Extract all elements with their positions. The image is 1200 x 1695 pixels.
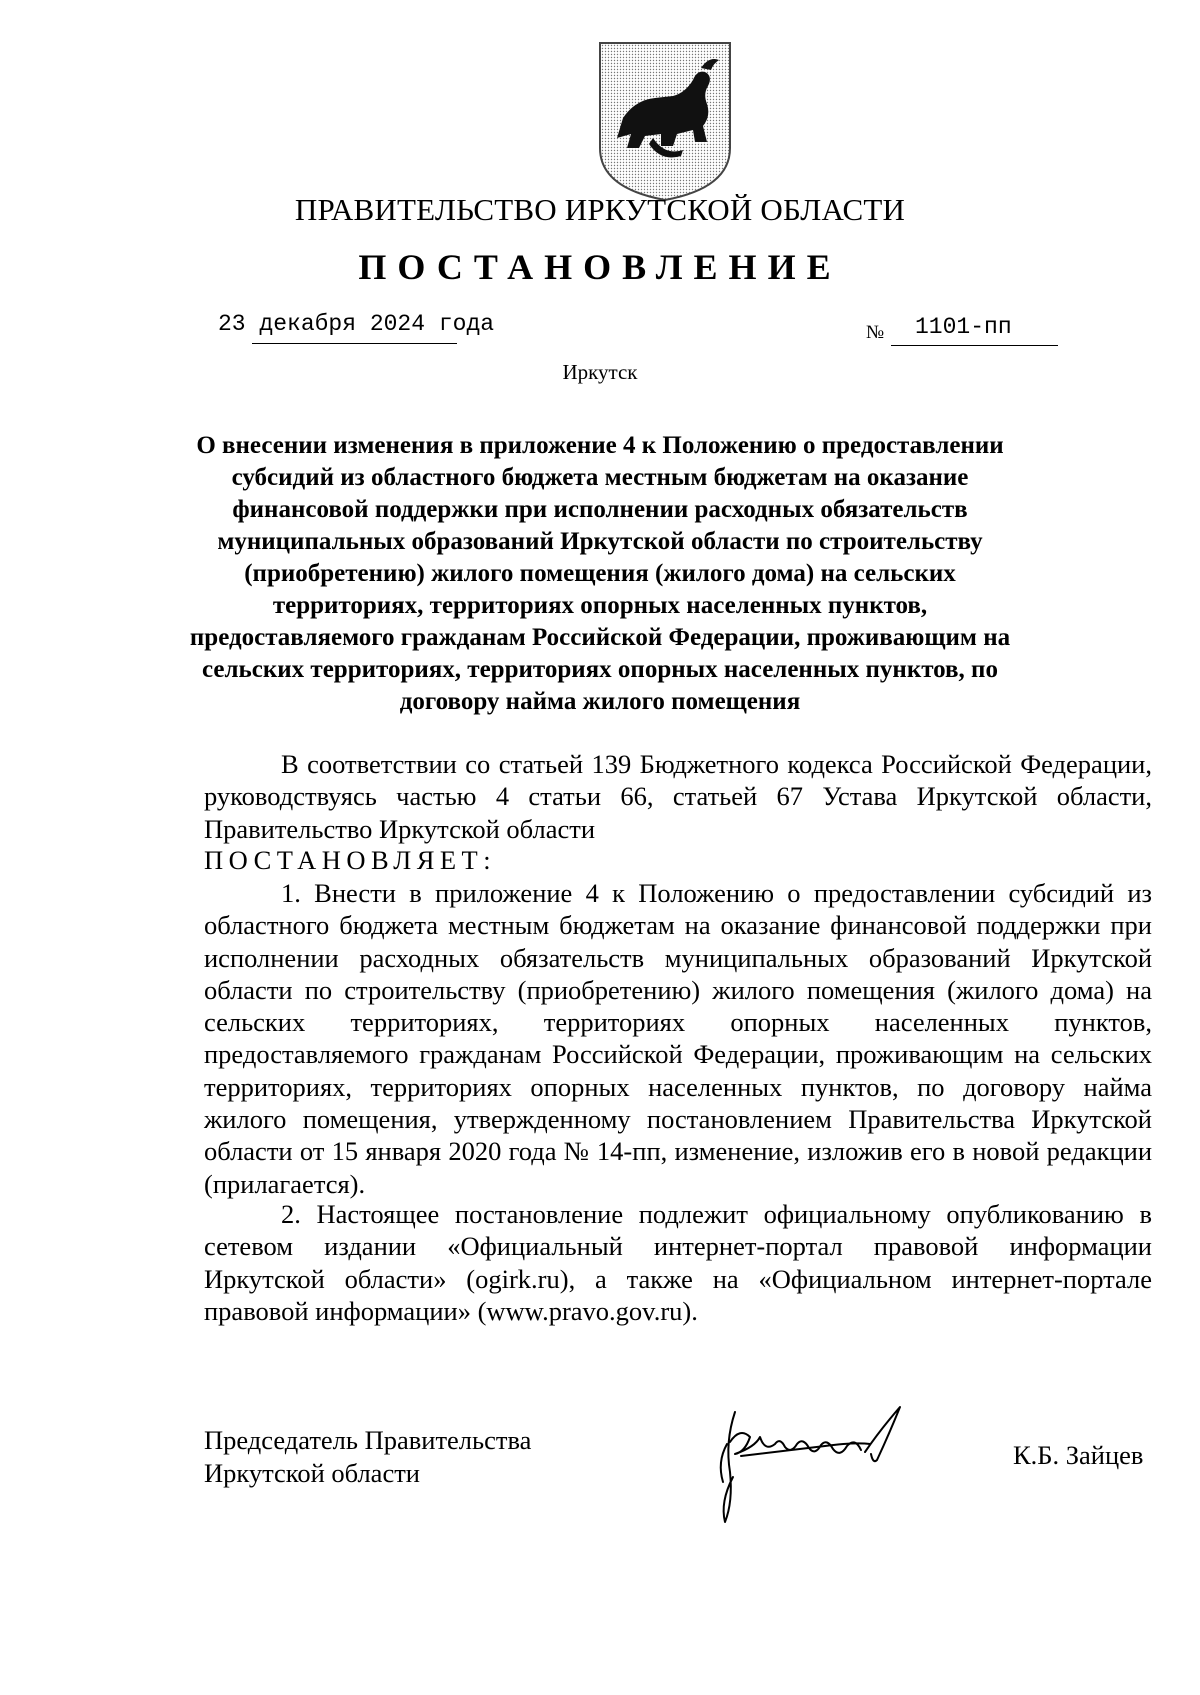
government-title: ПРАВИТЕЛЬСТВО ИРКУТСКОЙ ОБЛАСТИ bbox=[294, 192, 906, 227]
handwritten-signature-icon bbox=[705, 1382, 945, 1532]
signer-name: К.Б. Зайцев bbox=[1013, 1440, 1144, 1470]
preamble-paragraph: В соответствии со статьей 139 Бюджетного кодекса Российской Федерации, руководствуясь частью 4 статьи 66, статьей 67 Устава Иркутской области, Правительство Иркутской области bbox=[204, 749, 1152, 844]
number-underline bbox=[891, 345, 1058, 346]
resolution-item-2: 2. Настоящее постановление подлежит официальному опубликованию в сетевом издании «Официальный интернет-портал правовой информации Иркутской области» (ogirk.ru), а также на «Официальном интернет-портале правовой информации» (www.pravo.gov.ru). bbox=[204, 1199, 1152, 1326]
signer-position bbox=[204, 1424, 531, 1490]
number-sign: № bbox=[866, 322, 885, 343]
document-type: ПОСТАНОВЛЕНИЕ bbox=[358, 247, 842, 287]
document-city: Иркутск bbox=[562, 360, 638, 384]
document-date: 23 декабря 2024 года bbox=[218, 311, 495, 337]
document-number: 1101-пп bbox=[915, 314, 1012, 340]
signer-position-line-1: Председатель Правительства bbox=[204, 1425, 532, 1455]
document-subject: О внесении изменения в приложение 4 к Положению о предоставлении субсидий из областного бюджета местным бюджетам на оказание финансовой поддержки при исполнении расходных обязательств муниципальных образований Иркутской области по строительству (приобретению) жилого помещения (жилого дома) на сельских территориях, территориях опорных населенных пунктов, предоставляемого гражданам Российской Федерации, проживающим на сельских территориях, территориях опорных населенных пунктов, по договору найма жилого помещения bbox=[189, 432, 1011, 715]
resolution-item-1: 1. Внести в приложение 4 к Положению о предоставлении субсидий из областного бюджета местным бюджетам на оказание финансовой поддержки при исполнении расходных обязательств муниципальных образований Иркутской области по строительству (приобретению) жилого помещения (жилого дома) на сельских территориях, территориях опорных населенных пунктов, предоставляемого гражданам Российской Федерации, проживающим на сельских территориях, территориях опорных населенных пунктов, по договору найма жилого помещения, утвержденному постановлением Правительства Иркутской области от 15 января 2020 года № 14-пп, изменение, изложив его в новой редакции (прилагается). bbox=[204, 878, 1152, 1199]
signer-position-line-2: Иркутской области bbox=[204, 1458, 420, 1488]
resolves-heading: ПОСТАНОВЛЯЕТ: bbox=[204, 845, 497, 875]
date-underline bbox=[252, 343, 457, 344]
coat-of-arms-icon bbox=[595, 38, 735, 203]
